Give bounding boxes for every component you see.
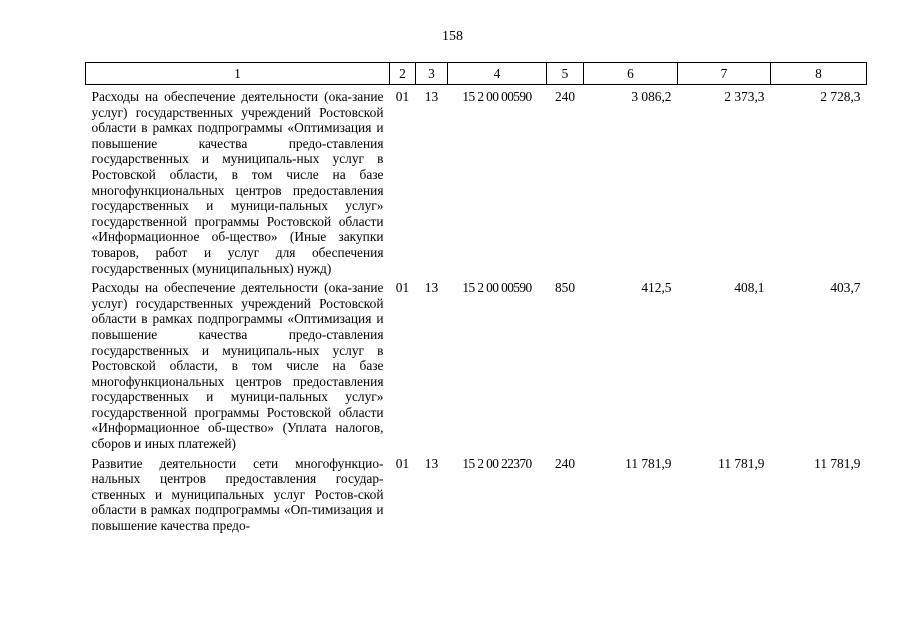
table-row bbox=[86, 85, 867, 277]
amount-col6: 3 086,2 bbox=[631, 89, 672, 104]
subsection-code: 13 bbox=[424, 280, 439, 296]
column-header: 1 bbox=[86, 63, 390, 85]
expense-description: Расходы на обеспечение деятельности (ока-зание услуг) государственных учреждений Ростовской области в рамках подпрограммы «Оптимизация и повышение качества предо-ставления государственных и муниципаль-ных услуг в Ростовской области, в том числе на базе многофункциональных центров предоставления государственных и муници-пальных услуг» государственной программы Ростовской области «Информационное об-щество» (Иные закупки товаров, работ и услуг для обеспечения государственных (муниципальных) нужд) bbox=[91, 89, 384, 276]
column-header: 7 bbox=[678, 63, 771, 85]
amount-col7: 2 373,3 bbox=[724, 89, 765, 104]
expense-description: Расходы на обеспечение деятельности (ока-зание услуг) государственных учреждений Ростовской области в рамках подпрограммы «Оптимизация и повышение качества предо-ставления государственных и муниципаль-ных услуг в Ростовской области, в том числе на базе многофункциональных центров предоставления государственных и муници-пальных услуг» государственной программы Ростовской области «Информационное об-щество» (Уплата налогов, сборов и иных платежей) bbox=[91, 280, 384, 452]
amount-col8: 403,7 bbox=[830, 280, 861, 296]
table-row bbox=[86, 276, 867, 452]
column-header: 6 bbox=[584, 63, 678, 85]
expense-description: Развитие деятельности сети многофункцио-нальных центров предоставления государ-ственных и муниципальных услуг Ростов-ской области в рамках подпрограммы «Оп-тимизация и повышение качества предо- bbox=[91, 455, 384, 534]
subsection-code: 13 bbox=[424, 89, 439, 104]
page-number: 158 bbox=[442, 29, 463, 44]
target-article-code: 15 2 00 22370 bbox=[462, 455, 532, 471]
target-article-code: 15 2 00 00590 bbox=[462, 280, 532, 296]
target-article-code: 15 2 00 00590 bbox=[462, 89, 532, 104]
amount-col6: 412,5 bbox=[641, 280, 672, 296]
amount-col7: 11 781,9 bbox=[718, 455, 765, 471]
table-header-row bbox=[86, 63, 867, 85]
amount-col8: 2 728,3 bbox=[820, 89, 861, 104]
section-code: 01 bbox=[395, 455, 410, 471]
amount-col8: 11 781,9 bbox=[814, 455, 861, 471]
expense-type-code: 240 bbox=[554, 89, 576, 104]
column-header: 8 bbox=[771, 63, 867, 85]
column-header: 3 bbox=[416, 63, 448, 85]
budget-table bbox=[85, 62, 867, 536]
expense-type-code: 240 bbox=[554, 455, 576, 471]
section-code: 01 bbox=[395, 89, 410, 104]
subsection-code: 13 bbox=[424, 455, 439, 471]
amount-col7: 408,1 bbox=[734, 280, 765, 296]
expense-type-code: 850 bbox=[554, 280, 576, 296]
section-code: 01 bbox=[395, 280, 410, 296]
amount-col6: 11 781,9 bbox=[625, 455, 672, 471]
column-header: 2 bbox=[390, 63, 416, 85]
table-row bbox=[86, 452, 867, 536]
column-header: 5 bbox=[547, 63, 584, 85]
column-header: 4 bbox=[448, 63, 547, 85]
